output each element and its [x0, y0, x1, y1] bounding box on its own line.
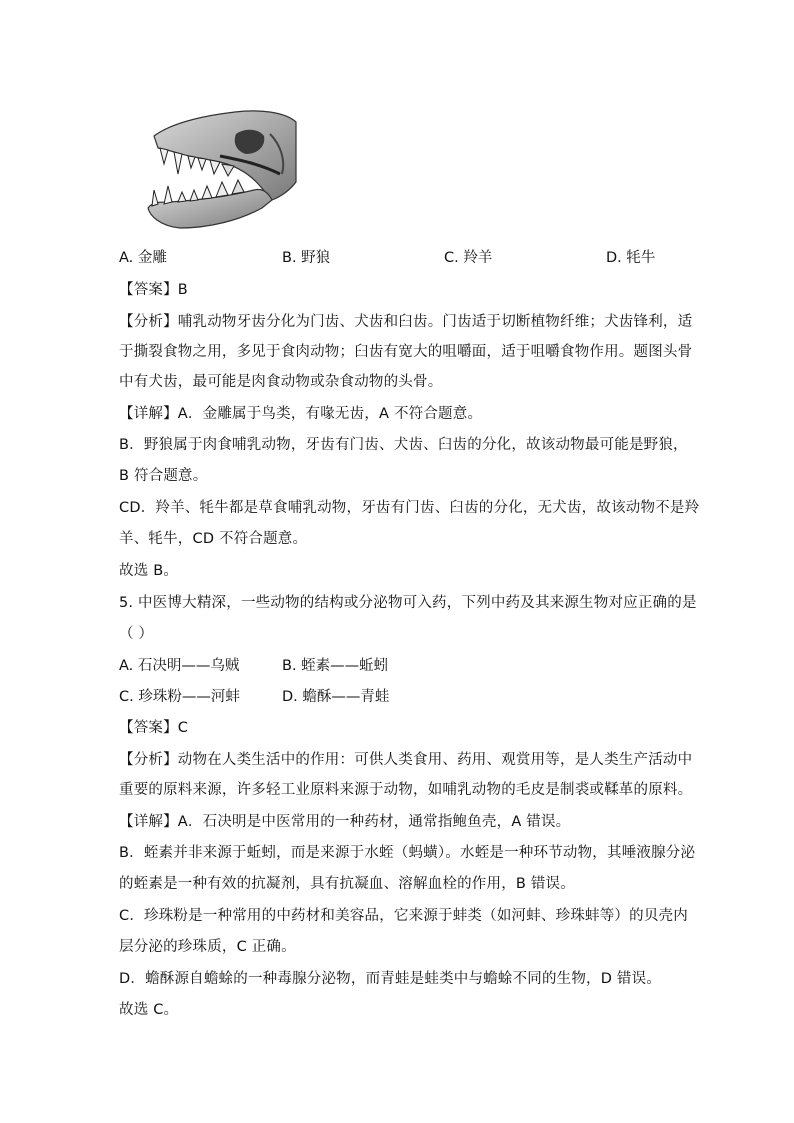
question-stem: 5. 中医博大精深，一些动物的结构或分泌物可入药，下列中药及其来源生物对应正确的是: [119, 595, 697, 611]
question-stem-blank: （ ）: [119, 626, 154, 642]
detail-line: 【详解】A．石决明是中医常用的一种药材，通常指鲍鱼壳，A 错误。: [119, 814, 571, 830]
option-c: C. 羚羊: [444, 250, 493, 266]
answer-label: 【答案】C: [119, 720, 189, 736]
detail-line: C．珍珠粉是一种常用的中药材和美容品，它来源于蚌类（如河蚌、珍珠蚌等）的贝壳内: [119, 908, 688, 924]
choice-conclusion: 故选 B。: [119, 563, 179, 579]
detail-line: D．蟾酥源自蟾蜍的一种毒腺分泌物，而青蛙是蛙类中与蟾蜍不同的生物，D 错误。: [119, 971, 662, 987]
analysis-line: 于撕裂食物之用，多见于食肉动物；臼齿有宽大的咀嚼面，适于咀嚼食物作用。题图头骨: [119, 344, 693, 360]
analysis-line: 【分析】动物在人类生活中的作用：可供人类食用、药用、观赏用等，是人类生产活动中: [119, 752, 693, 768]
option-c: C. 珍珠粉——河蚌: [119, 689, 240, 705]
option-b: B. 野狼: [282, 250, 331, 266]
analysis-line: 重要的原料来源，许多轻工业原料来源于动物，如哺乳动物的毛皮是制裘或鞣革的原料。: [119, 782, 693, 798]
option-d: D. 牦牛: [606, 250, 656, 266]
choice-conclusion: 故选 C。: [119, 1002, 179, 1018]
detail-line: B．蛭素并非来源于蚯蚓，而是来源于水蛭（蚂蟥）。水蛭是一种环节动物，其唾液腺分泌: [119, 845, 696, 861]
detail-line: CD．羚羊、牦牛都是草食哺乳动物，牙齿有门齿、臼齿的分化，无犬齿，故该动物不是羚: [119, 500, 700, 516]
detail-line: B 符合题意。: [119, 468, 208, 484]
animal-skull-figure: [140, 104, 298, 234]
option-d: D. 蟾酥——青蛙: [282, 689, 390, 705]
detail-line: 层分泌的珍珠质，C 正确。: [119, 939, 296, 955]
analysis-line: 【分析】哺乳动物牙齿分化为门齿、犬齿和臼齿。门齿适于切断植物纤维；犬齿锋利，适: [119, 314, 693, 330]
detail-line: 的蛭素是一种有效的抗凝剂，具有抗凝血、溶解血栓的作用，B 错误。: [119, 876, 575, 892]
option-a: A. 石决明——乌贼: [119, 658, 240, 674]
detail-line: 羊、牦牛，CD 不符合题意。: [119, 531, 308, 547]
analysis-line: 中有犬齿，最可能是肉食动物或杂食动物的头骨。: [119, 374, 443, 390]
option-b: B. 蛭素——蚯蚓: [282, 658, 389, 674]
answer-label: 【答案】B: [119, 282, 188, 298]
detail-line: 【详解】A．金雕属于鸟类，有喙无齿，A 不符合题意。: [119, 406, 483, 422]
detail-line: B．野狼属于肉食哺乳动物，牙齿有门齿、犬齿、臼齿的分化，故该动物最可能是野狼，: [119, 437, 688, 453]
option-a: A. 金雕: [119, 250, 167, 266]
